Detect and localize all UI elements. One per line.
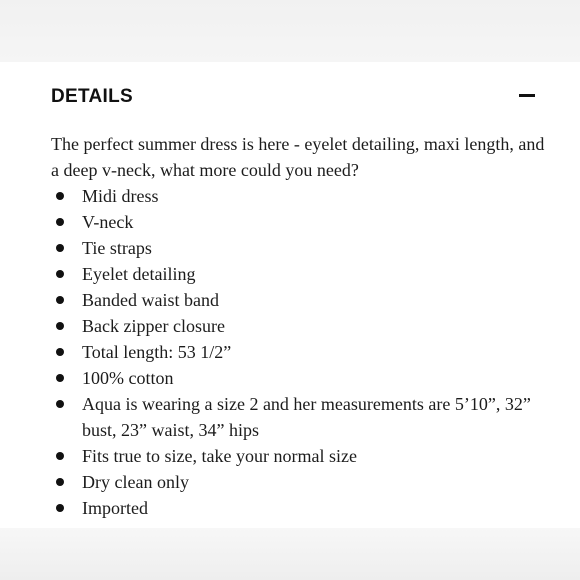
list-item xyxy=(51,183,551,209)
list-item xyxy=(51,313,551,339)
minus-icon xyxy=(519,94,535,97)
list-item-text: 100% cotton xyxy=(82,368,174,388)
list-item-text: Eyelet detailing xyxy=(82,264,196,284)
list-item-text: Imported xyxy=(82,498,148,518)
bullet-icon xyxy=(56,192,64,200)
bullet-icon xyxy=(56,374,64,382)
list-item-text: Midi dress xyxy=(82,186,159,206)
top-background xyxy=(0,0,580,62)
list-item-text: Aqua is wearing a size 2 and her measurements are 5’10”, 32” bust, 23” waist, 34” hips xyxy=(82,394,531,440)
list-item-text: Banded waist band xyxy=(82,290,219,310)
details-intro: The perfect summer dress is here - eyelet detailing, maxi length, and a deep v-neck, what more could you need? xyxy=(51,134,545,180)
list-item xyxy=(51,287,551,313)
collapse-button[interactable] xyxy=(515,84,539,108)
bottom-background xyxy=(0,528,580,580)
list-item-text: V-neck xyxy=(82,212,134,232)
bullet-icon xyxy=(56,348,64,356)
list-item-text: Tie straps xyxy=(82,238,152,258)
details-list xyxy=(51,183,551,521)
list-item xyxy=(51,365,551,391)
list-item xyxy=(51,443,551,469)
bullet-icon xyxy=(56,400,64,408)
list-item xyxy=(51,261,551,287)
bullet-icon xyxy=(56,452,64,460)
list-item-text: Total length: 53 1/2” xyxy=(82,342,232,362)
details-heading: DETAILS xyxy=(51,86,133,107)
list-item xyxy=(51,209,551,235)
list-item xyxy=(51,235,551,261)
bullet-icon xyxy=(56,478,64,486)
list-item xyxy=(51,469,551,495)
bullet-icon xyxy=(56,296,64,304)
list-item-text: Fits true to size, take your normal size xyxy=(82,446,357,466)
bullet-icon xyxy=(56,244,64,252)
list-item-text: Dry clean only xyxy=(82,472,189,492)
list-item xyxy=(51,339,551,365)
bullet-icon xyxy=(56,218,64,226)
bullet-icon xyxy=(56,322,64,330)
bullet-icon xyxy=(56,504,64,512)
bullet-icon xyxy=(56,270,64,278)
details-content xyxy=(51,131,551,521)
list-item xyxy=(51,391,551,443)
list-item-text: Back zipper closure xyxy=(82,316,225,336)
list-item xyxy=(51,495,551,521)
